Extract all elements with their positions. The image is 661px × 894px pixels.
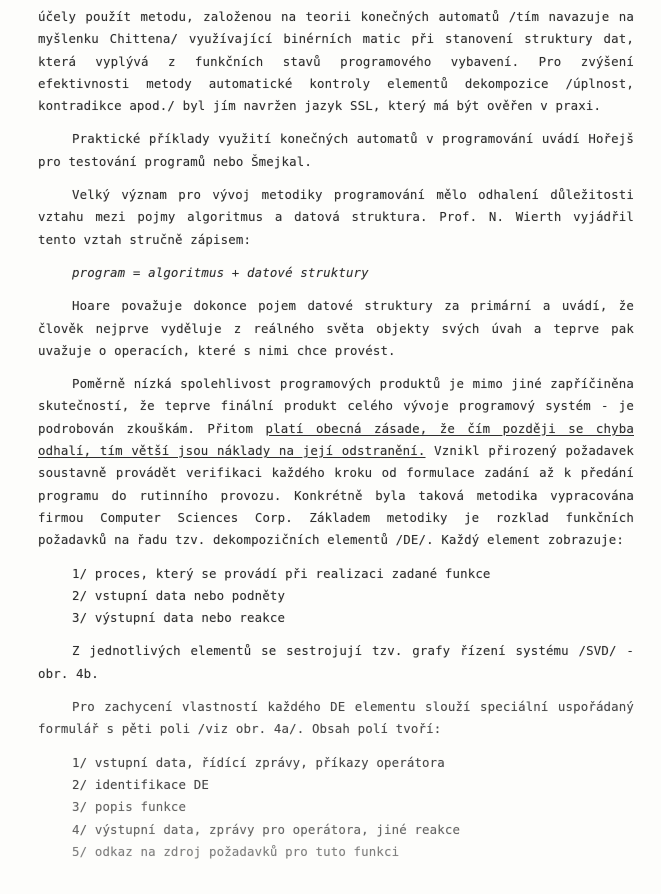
paragraph-spolehlivost-part1: Poměrně nízká spolehlivost programových produktů je mimo jiné zapříčiněna skutečností, že teprve finální produkt celého vývoje programový systém - je podrobován zkouškám. Přitom — [38, 376, 634, 436]
formula-program-equals: program = algoritmus + datové struktury — [72, 264, 369, 280]
list-item: 3/ popis funkce — [72, 799, 187, 815]
list-item: 5/ odkaz na zdroj požadavků pro tuto funkci — [72, 843, 400, 859]
paragraph-praktické-příklady: Praktické příklady využití konečných automatů v programování uvádí Hořejš pro testování programů nebo Šmejkal. — [38, 131, 634, 169]
list-item: 4/ výstupní data, zprávy pro operátora, jiné reakce — [72, 821, 461, 837]
list-pole-formulare — [38, 752, 634, 863]
list-item: 3/ výstupní data nebo reakce — [72, 610, 286, 626]
list-dekompozicni-element — [38, 563, 634, 630]
paragraph-hoare: Hoare považuje dokonce pojem datové struktury za primární a uvádí, že člověk nejprve vyděluje z reálného světa objekty svých úvah a teprve pak uvažuje o operacích, které s nimi chce provést. — [38, 298, 634, 358]
list-item: 2/ identifikace DE — [72, 776, 209, 792]
paragraph-spolehlivost-underlined: platí obecná zásade, že čím později se chyba odhalí, tím větší jsou náklady na její odstranění. — [38, 420, 634, 459]
paragraph-formular: Pro zachycení vlastností každého DE elementu slouží speciální uspořádaný formulář s pěti poli /viz obr. 4a/. Obsah polí tvoří: — [38, 699, 634, 737]
paragraph-spolehlivost-part3: Vznikl přirozený požadavek soustavně provádět verifikaci každého kroku od formulace zadání až k předání programu do rutinního provozu. Konkrétně byla taková metodika vypracována firmou Computer Sciences Corp. Základem metodiky je rozklad funkčních požadavků na řadu tzv. dekompozičních elementů /DE/. Každý element zobrazuje: — [38, 443, 634, 548]
list-item: 1/ vstupní data, řídící zprávy, příkazy operátora — [72, 754, 445, 770]
paragraph-continuation-1: účely použít metodu, založenou na teorii konečných automatů /tím navazuje na myšlenku Chittena/ využívající binérních matic při stanovení struktury dat, která vyplývá z funkčních stavů programového vybavení. Pro zvýšení efektivnosti metody automatické kontroly elementů dekompozice /úplnost, kontradikce apod./ byl jím navržen jazyk SSL, který má být ověřen v praxi. — [38, 9, 634, 114]
paragraph-grafy-rizeni: Z jednotlivých elementů se sestrojují tzv. grafy řízení systému /SVD/ - obr. 4b. — [38, 643, 634, 681]
paragraph-velky-vyznam: Velký význam pro vývoj metodiky programování mělo odhalení důležitosti vztahu mezi pojmy algoritmus a datová struktura. Prof. N. Wierth vyjádřil tento vztah stručně zápisem: — [38, 187, 634, 247]
document-body — [38, 6, 634, 863]
list-item: 2/ vstupní data nebo podněty — [72, 587, 286, 603]
list-item: 1/ proces, který se provádí při realizaci zadané funkce — [72, 565, 491, 581]
paragraph-spolehlivost — [38, 373, 634, 551]
